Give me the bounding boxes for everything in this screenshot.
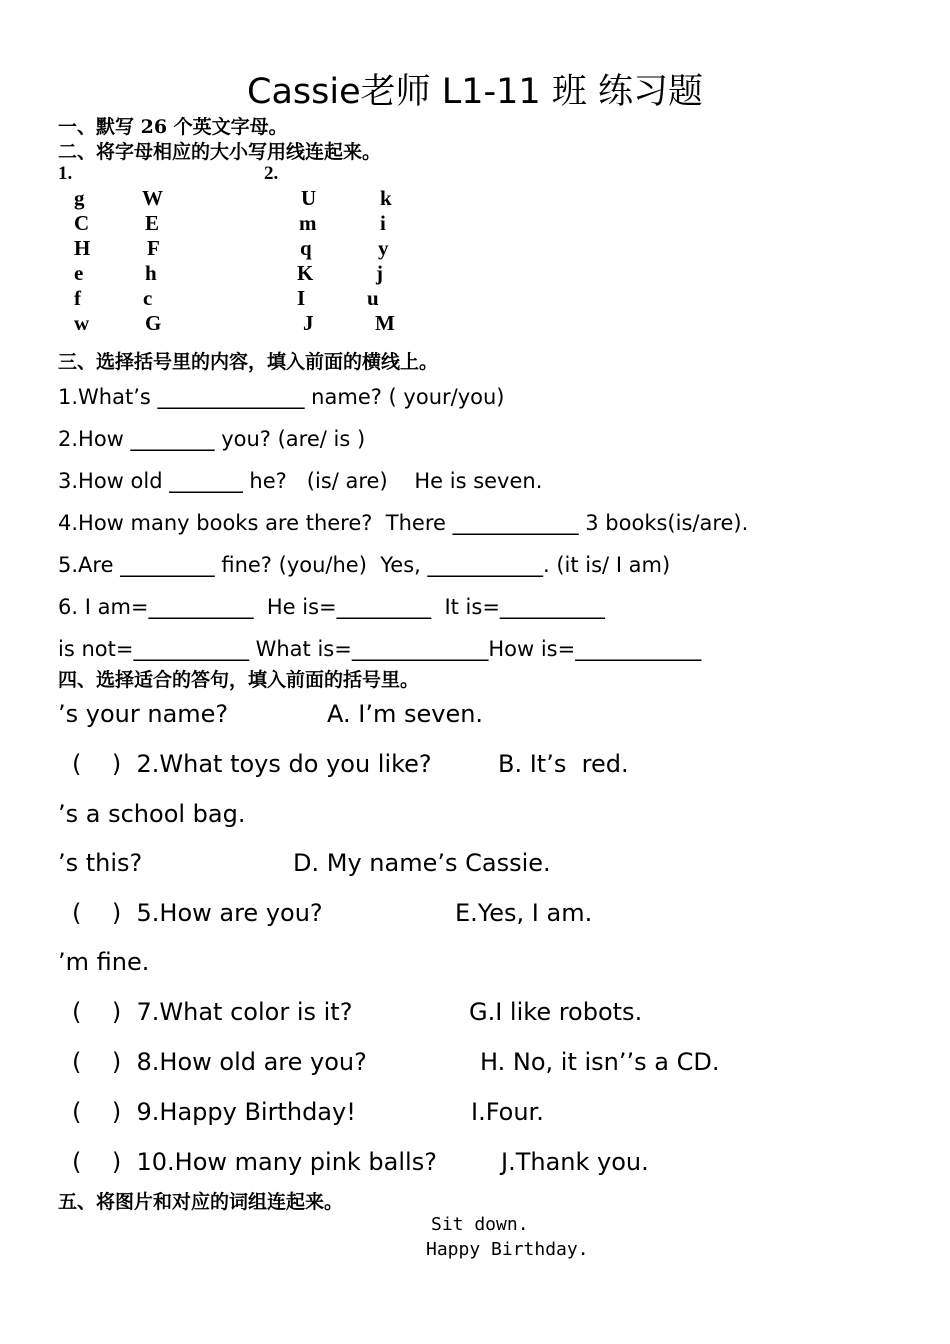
letter-item: E: [145, 211, 160, 235]
answer-option: B. It’s red.: [498, 750, 629, 778]
letter-item: e: [74, 261, 84, 285]
page-title: Cassie老师 L1-11 班 练习题: [247, 72, 703, 112]
section3-heading: 三、选择括号里的内容，填入前面的横线上。: [58, 351, 439, 373]
question-text: ( ) 5.How are you?: [72, 899, 323, 927]
letter-item: J: [303, 311, 314, 335]
answer-option: A. I’m seven.: [327, 700, 484, 728]
letter-item: K: [297, 261, 314, 285]
question-text: ’m fine.: [58, 948, 150, 976]
letter-item: j: [376, 261, 383, 285]
letter-item: U: [301, 186, 317, 210]
question-text: ’s your name?: [58, 700, 229, 728]
fill-blank-line: 3.How old _______ he? (is/ are) He is seven.: [58, 469, 543, 493]
section5-heading: 五、将图片和对应的词组连起来。: [58, 1191, 344, 1213]
question-text: ( ) 7.What color is it?: [72, 998, 353, 1026]
letter-item: H: [74, 236, 91, 260]
question-text: ’s this?: [58, 849, 143, 877]
letter-item: h: [145, 261, 157, 285]
fill-blank-line: 6. I am=__________ He is=_________ It is=__________: [58, 595, 605, 619]
letter-item: u: [367, 286, 379, 310]
fill-blank-line: 5.Are _________ fine? (you/he) Yes, ___________. (it is/ I am): [58, 553, 671, 577]
question-text: ( ) 10.How many pink balls?: [72, 1148, 437, 1176]
group1-label: 1.: [58, 163, 73, 184]
section2-heading: 二、将字母相应的大小写用线连起来。: [58, 141, 382, 163]
letter-item: w: [74, 311, 90, 335]
letter-item: g: [74, 186, 85, 210]
question-text: ( ) 8.How old are you?: [72, 1048, 367, 1076]
fill-blank-line: 4.How many books are there? There ____________ 3 books(is/are).: [58, 511, 749, 535]
group2-label: 2.: [264, 163, 279, 184]
phrase-item: Sit down.: [431, 1214, 529, 1235]
fill-blank-line: is not=___________ What is=_____________How is=____________: [58, 637, 702, 661]
answer-option: D. My name’s Cassie.: [293, 849, 551, 877]
section1-heading: 一、默写 26 个英文字母。: [58, 116, 288, 138]
section4-heading: 四、选择适合的答句，填入前面的括号里。: [58, 669, 420, 691]
fill-blank-line: 1.What’s ______________ name? ( your/you): [58, 385, 505, 409]
answer-option: E.Yes, I am.: [455, 899, 593, 927]
phrase-item: Happy Birthday.: [426, 1239, 589, 1260]
letter-item: c: [143, 286, 153, 310]
letter-item: k: [380, 186, 392, 210]
answer-option: H. No, it isn’’s a CD.: [480, 1048, 720, 1076]
letter-item: G: [145, 311, 162, 335]
letter-item: q: [300, 236, 312, 260]
letter-item: F: [147, 236, 160, 260]
letter-item: i: [380, 211, 386, 235]
letter-item: y: [378, 236, 389, 260]
fill-blank-line: 2.How ________ you? (are/ is ): [58, 427, 366, 451]
letter-item: f: [74, 286, 81, 310]
answer-option: I.Four.: [471, 1098, 544, 1126]
question-text: ’s a school bag.: [58, 800, 246, 828]
letter-item: m: [299, 211, 317, 235]
question-text: ( ) 2.What toys do you like?: [72, 750, 432, 778]
letter-item: C: [74, 211, 90, 235]
letter-item: W: [142, 186, 163, 210]
question-text: ( ) 9.Happy Birthday!: [72, 1098, 356, 1126]
answer-option: J.Thank you.: [501, 1148, 649, 1176]
letter-item: M: [375, 311, 395, 335]
letter-item: I: [297, 286, 306, 310]
answer-option: G.I like robots.: [469, 998, 643, 1026]
